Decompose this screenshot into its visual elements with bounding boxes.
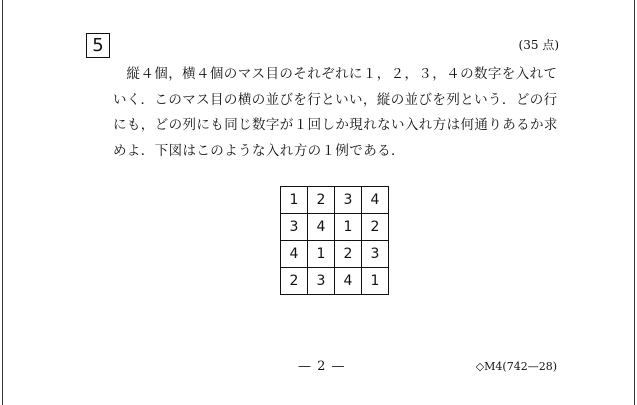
grid-cell: 1 bbox=[362, 268, 389, 295]
grid-cell: 1 bbox=[308, 241, 335, 268]
grid-cell: 2 bbox=[308, 187, 335, 214]
grid-cell: 3 bbox=[335, 187, 362, 214]
problem-statement-text: 縦４個，横４個のマス目のそれぞれに１，２，３，４の数字を入れていく．このマス目の横の並びを行といい，縦の並びを列という．どの行にも，どの列にも同じ数字が１回しか現れない入れ方は何通りあるか求めよ．下図はこのような入れ方の１例である． bbox=[113, 66, 558, 159]
grid-cell: 3 bbox=[308, 268, 335, 295]
left-margin-rule bbox=[2, 0, 3, 405]
grid-row bbox=[281, 241, 389, 268]
grid-row bbox=[281, 268, 389, 295]
grid-cell: 2 bbox=[362, 214, 389, 241]
problem-statement bbox=[113, 62, 559, 164]
grid-row bbox=[281, 187, 389, 214]
grid-cell: 2 bbox=[335, 241, 362, 268]
grid-cell: 4 bbox=[335, 268, 362, 295]
problem-points: (35 点) bbox=[518, 38, 559, 52]
page-number: — 2 — bbox=[298, 359, 346, 374]
grid-cell: 4 bbox=[281, 241, 308, 268]
grid-cell: 3 bbox=[362, 241, 389, 268]
example-grid bbox=[280, 186, 389, 295]
grid-row bbox=[281, 214, 389, 241]
grid-cell: 1 bbox=[281, 187, 308, 214]
grid-cell: 4 bbox=[308, 214, 335, 241]
footer-code: ◇M4(742—28) bbox=[475, 360, 557, 373]
grid-cell: 3 bbox=[281, 214, 308, 241]
grid-cell: 4 bbox=[362, 187, 389, 214]
grid-cell: 2 bbox=[281, 268, 308, 295]
right-margin-rule bbox=[634, 0, 635, 405]
problem-number-box: 5 bbox=[86, 33, 110, 58]
grid-cell: 1 bbox=[335, 214, 362, 241]
example-grid-body bbox=[281, 187, 389, 295]
